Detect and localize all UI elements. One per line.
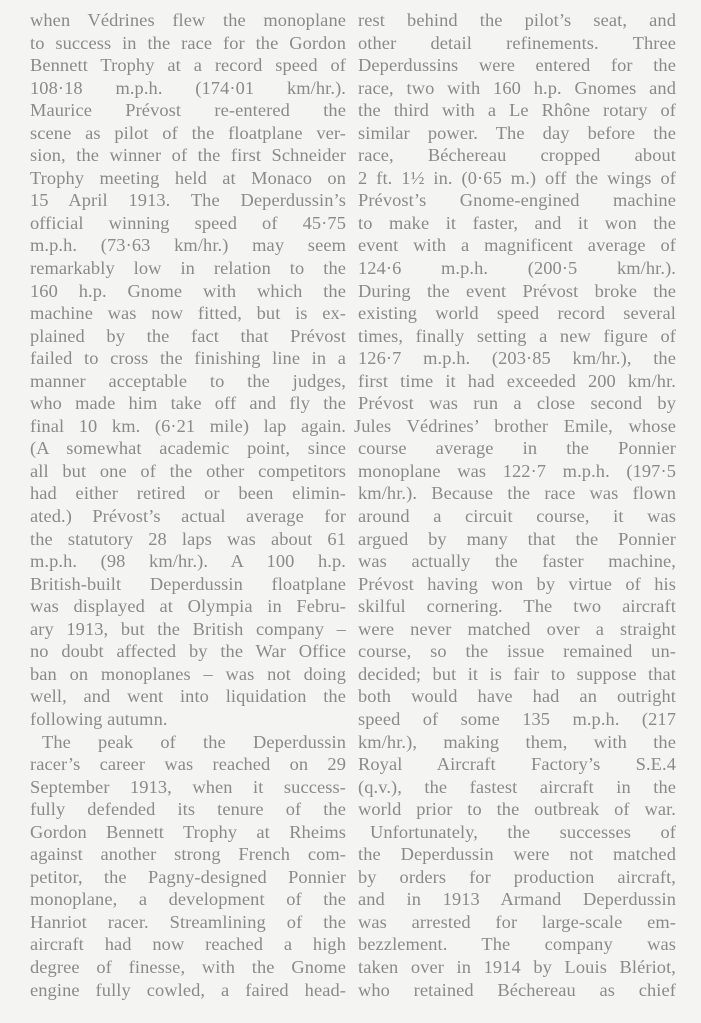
text-line: world prior to the outbreak of war.	[358, 799, 676, 820]
text-line: Gordon Bennett Trophy at Rheims	[30, 821, 346, 842]
text-line: 108·18 m.p.h. (174·01 km/hr.).	[30, 77, 346, 98]
text-line: well, and went into liquidation the	[30, 686, 346, 707]
text-line: skilful cornering. The two aircraft	[358, 596, 676, 617]
text-line: against another strong French com-	[30, 844, 346, 865]
text-line: fully defended its tenure of the	[30, 799, 346, 820]
text-line: Prévost having won by virtue of his	[358, 573, 676, 594]
text-line: event with a magnificent average of	[358, 235, 676, 256]
text-line: by orders for production aircraft,	[358, 866, 676, 887]
text-line: Maurice Prévost re-entered the	[30, 100, 346, 121]
text-line: remarkably low in relation to the	[30, 258, 346, 279]
text-line: 124·6 m.p.h. (200·5 km/hr.).	[358, 258, 676, 279]
text-line: km/hr.), making them, with the	[358, 731, 676, 752]
text-line: who made him take off and fly the	[30, 393, 346, 414]
text-line: around a circuit course, it was	[358, 506, 676, 527]
text-line: speed of some 135 m.p.h. (217	[358, 708, 676, 729]
text-line: were never matched over a straight	[358, 618, 676, 639]
text-line: British-built Deperdussin floatplane	[30, 573, 346, 594]
text-line: Trophy meeting held at Monaco on	[30, 167, 346, 188]
text-line: m.p.h. (73·63 km/hr.) may seem	[30, 235, 346, 256]
text-line: September 1913, when it success-	[30, 776, 346, 797]
text-line: monoplane was 122·7 m.p.h. (197·5	[358, 460, 676, 481]
text-line: similar power. The day before the	[358, 122, 676, 143]
right-text-column	[354, 9, 676, 1001]
text-line: Royal Aircraft Factory’s S.E.4	[358, 754, 676, 775]
text-line: bezzlement. The company was	[358, 934, 676, 955]
text-line: decided; but it is fair to suppose that	[358, 663, 676, 684]
text-line: 15 April 1913. The Deperdussin’s	[30, 190, 346, 211]
text-line: engine fully cowled, a faired head-	[30, 979, 346, 1000]
text-line: the Deperdussin were not matched	[358, 844, 676, 865]
text-line: plained by the fact that Prévost	[30, 325, 346, 346]
text-line: Prévost’s Gnome-engined machine	[358, 190, 676, 211]
text-line: taken over in 1914 by Louis Blériot,	[358, 956, 676, 977]
text-line: manner acceptable to the judges,	[30, 370, 346, 391]
text-line: ban on monoplanes – was not doing	[30, 663, 346, 684]
text-line: rest behind the pilot’s seat, and	[358, 10, 676, 30]
text-line: 126·7 m.p.h. (203·85 km/hr.), the	[358, 348, 676, 369]
text-line: scene as pilot of the floatplane ver-	[30, 122, 346, 143]
text-line: km/hr.). Because the race was flown	[358, 483, 676, 504]
text-line: ary 1913, but the British company –	[30, 618, 346, 639]
left-text-column	[30, 9, 346, 1001]
text-line: monoplane, a development of the	[30, 889, 346, 910]
text-line: Bennett Trophy at a record speed of	[30, 55, 346, 76]
text-line: following autumn.	[30, 708, 168, 729]
text-line: course, so the issue remained un-	[358, 641, 676, 662]
text-line: official winning speed of 45·75	[30, 212, 346, 233]
text-line: to make it faster, and it won the	[358, 212, 676, 233]
text-line: 160 h.p. Gnome with which the	[30, 280, 346, 301]
text-line: when Védrines flew the monoplane	[30, 10, 346, 30]
text-line: the third with a Le Rhône rotary of	[358, 100, 676, 121]
text-line: petitor, the Pagny-designed Ponnier	[30, 866, 346, 887]
document-page	[0, 9, 701, 1023]
text-line: the statutory 28 laps was about 61	[30, 528, 346, 549]
text-line: who retained Béchereau as chief	[358, 979, 676, 1000]
text-line: other detail refinements. Three	[358, 32, 676, 53]
text-line: failed to cross the finishing line in a	[30, 348, 346, 369]
text-line: final 10 km. (6·21 mile) lap again.	[30, 415, 346, 436]
text-line: Prévost was run a close second by	[358, 393, 676, 414]
text-line: During the event Prévost broke the	[358, 280, 676, 301]
text-line: race, two with 160 h.p. Gnomes and	[358, 77, 676, 98]
text-line: race, Béchereau cropped about	[358, 145, 676, 166]
text-line: was displayed at Olympia in Febru-	[30, 596, 346, 617]
text-line: had either retired or been elimin-	[30, 483, 346, 504]
text-line: The peak of the Deperdussin	[42, 731, 346, 752]
text-line: was actually the faster machine,	[358, 551, 676, 572]
text-line: no doubt affected by the War Office	[30, 641, 346, 662]
text-line: all but one of the other competitors	[30, 460, 346, 481]
text-line: Deperdussins were entered for the	[358, 55, 676, 76]
text-line: was arrested for large-scale em-	[358, 911, 676, 932]
text-line: sion, the winner of the first Schneider	[30, 145, 346, 166]
text-line: degree of finesse, with the Gnome	[30, 956, 346, 977]
text-line: ated.) Prévost’s actual average for	[30, 506, 346, 527]
text-line: both would have had an outright	[358, 686, 676, 707]
text-line: and in 1913 Armand Deperdussin	[358, 889, 676, 910]
text-line: m.p.h. (98 km/hr.). A 100 h.p.	[30, 551, 346, 572]
text-line: argued by many that the Ponnier	[358, 528, 676, 549]
text-line: (q.v.), the fastest aircraft in the	[358, 776, 676, 797]
text-line: 2 ft. 1½ in. (0·65 m.) off the wings of	[358, 167, 676, 188]
text-line: aircraft had now reached a high	[30, 934, 346, 955]
text-line: Hanriot racer. Streamlining of the	[30, 911, 346, 932]
text-line: times, finally setting a new figure of	[358, 325, 676, 346]
text-line: first time it had exceeded 200 km/hr.	[358, 370, 676, 391]
text-line: to success in the race for the Gordon	[30, 32, 346, 53]
text-line: (A somewhat academic point, since	[30, 438, 346, 459]
text-line: Unfortunately, the successes of	[370, 821, 676, 842]
text-line: machine was now fitted, but is ex-	[30, 303, 346, 324]
text-line: racer’s career was reached on 29	[30, 754, 346, 775]
text-line: Jules Védrines’ brother Emile, whose	[354, 415, 676, 436]
text-line: existing world speed record several	[358, 303, 676, 324]
text-line: course average in the Ponnier	[358, 438, 676, 459]
